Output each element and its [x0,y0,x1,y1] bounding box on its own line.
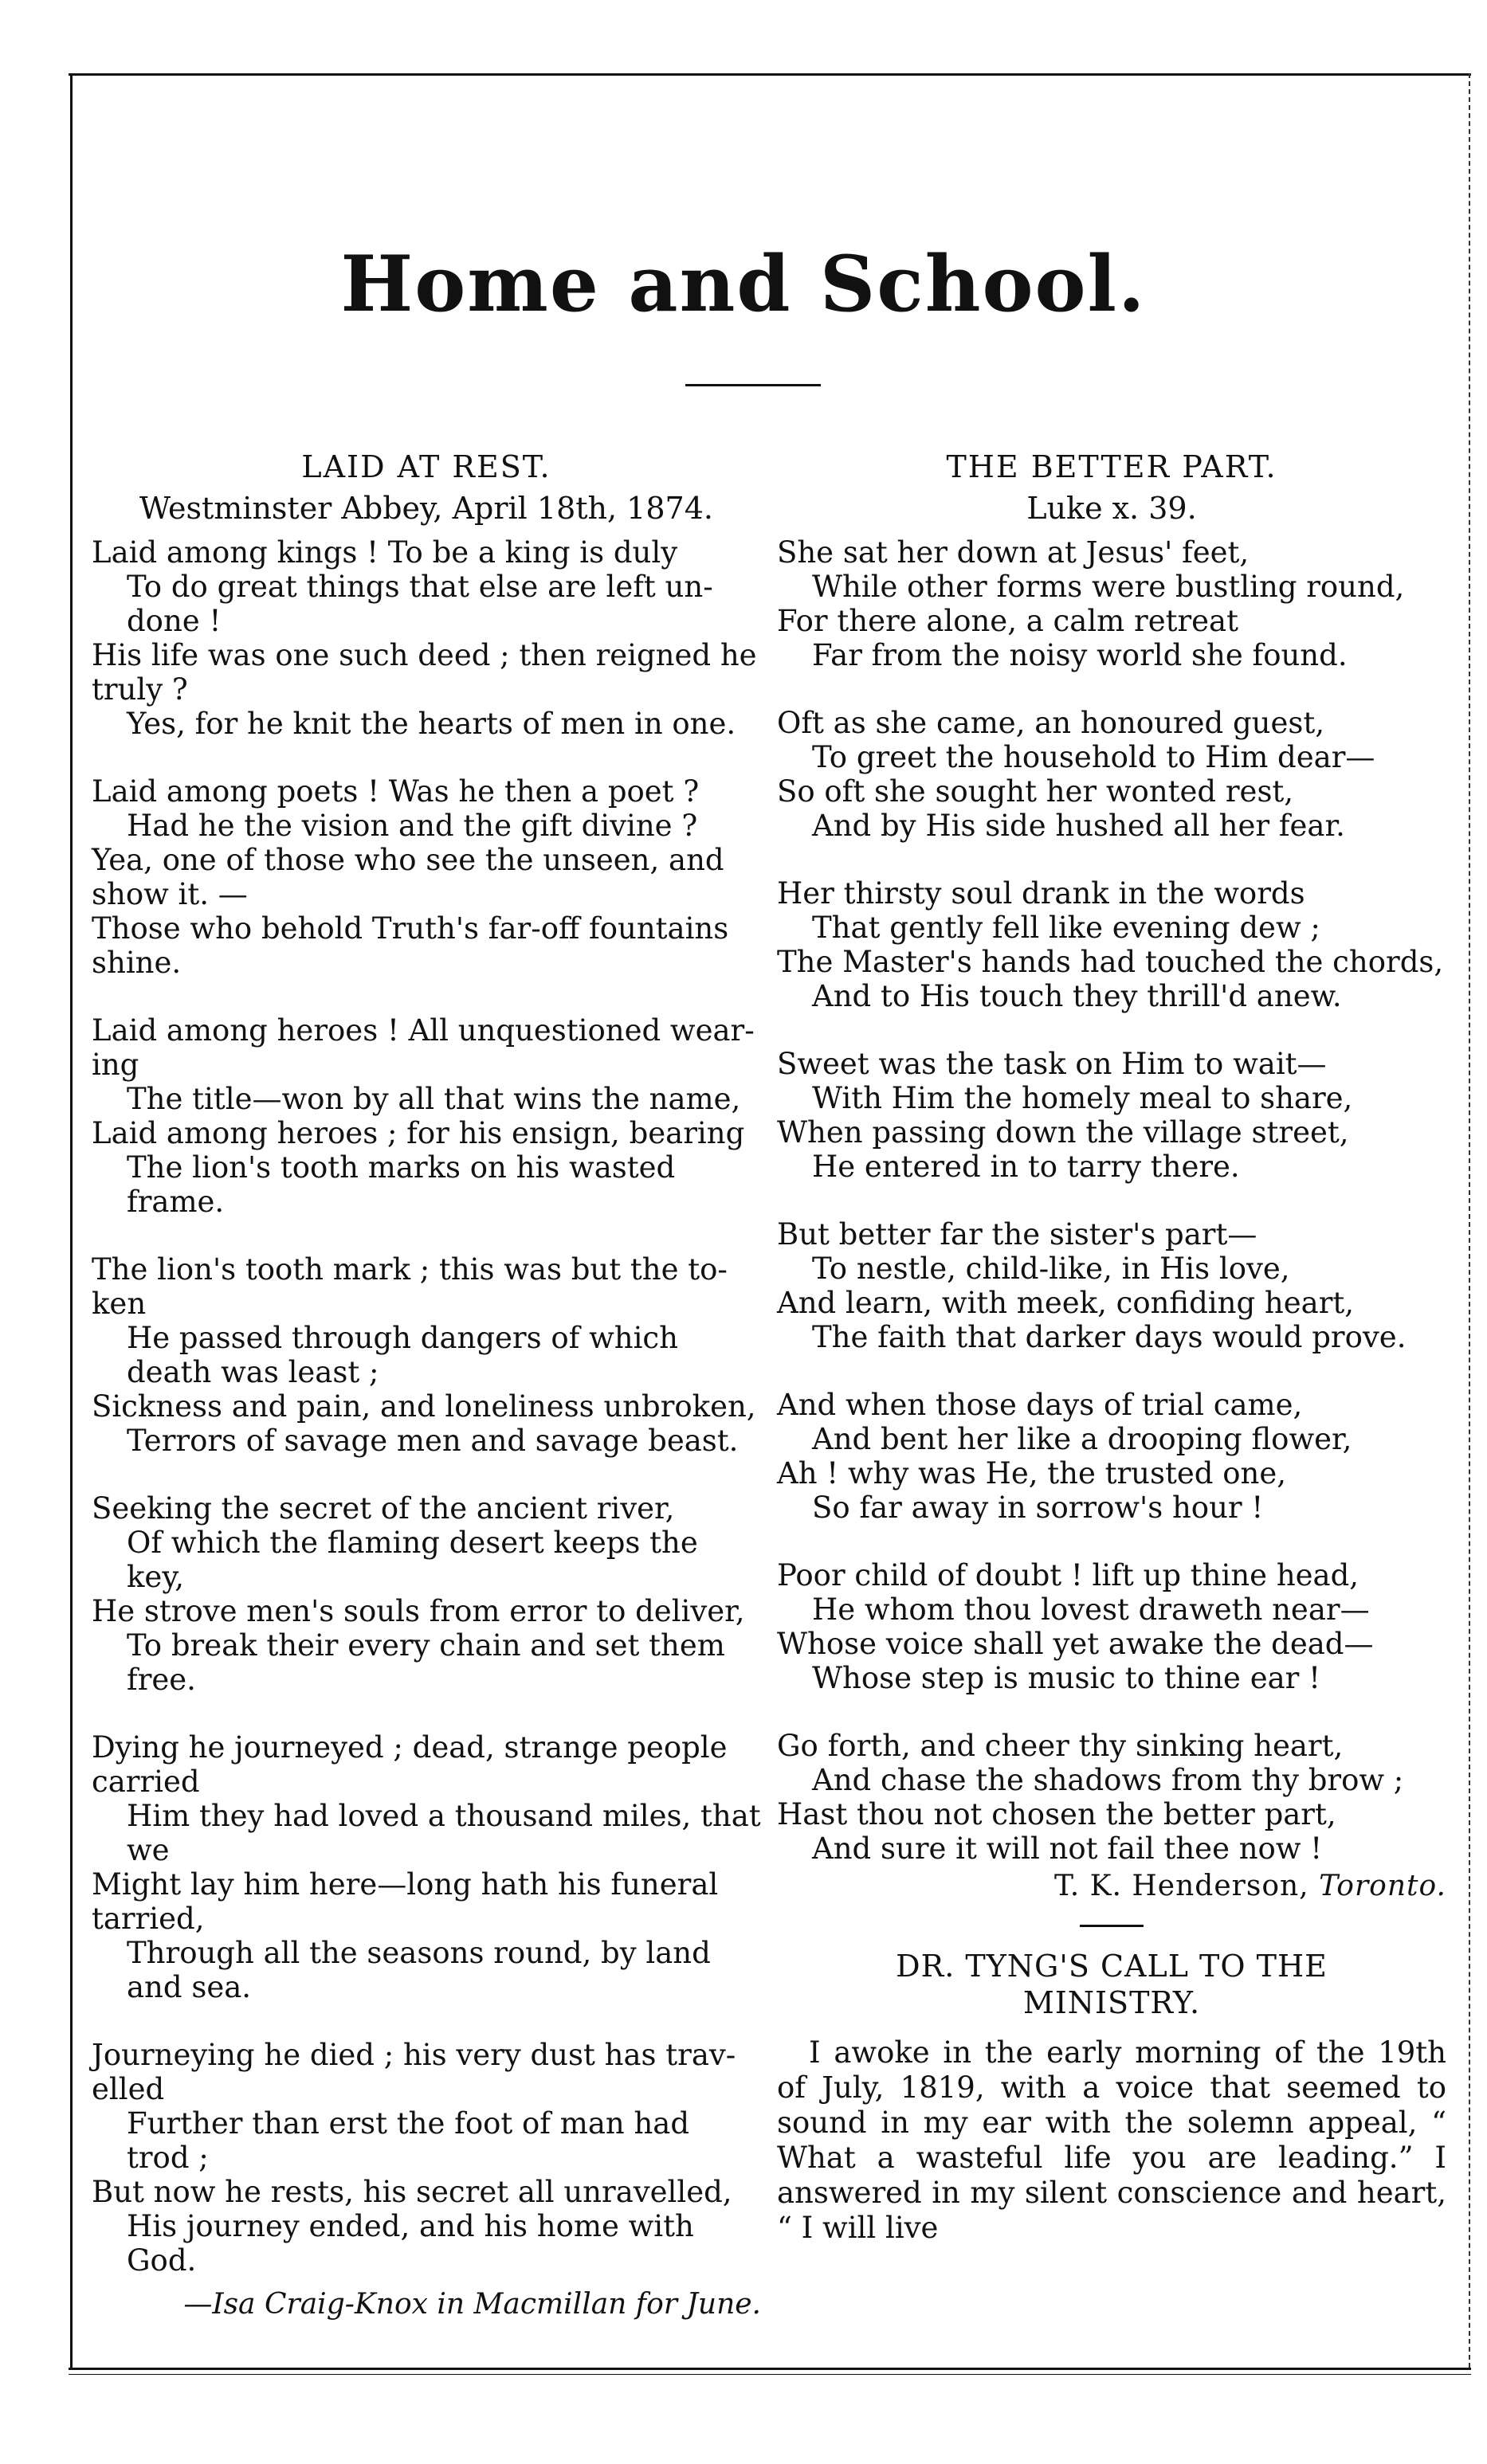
poem-line: To break their every chain and set them free. [127,1628,725,1697]
poem-line: Those who behold Truth's far-off fountains shine. [92,911,729,980]
right-border-rule [1469,73,1470,2368]
poem-line: While other forms were bustling round, [812,570,1405,604]
poem-line: Laid among heroes ; for his ensign, bearing [92,1116,745,1150]
poem-line: That gently fell like evening dew ; [812,911,1320,945]
left-poem-subtitle: Westminster Abbey, April 18th, 1874. [139,491,713,526]
poem-line: The lion's tooth marks on his wasted frame. [127,1150,676,1219]
stanza [92,1491,761,1697]
poem-line: Sickness and pain, and loneliness unbroken, [92,1389,756,1424]
stanza [92,1252,761,1458]
poem-line: Further than erst the foot of man had trod ; [127,2106,690,2175]
poem-line: Yea, one of those who see the unseen, and show it. — [92,843,724,911]
poem-line: The faith that darker days would prove. [812,1320,1407,1354]
top-border-rule [69,73,1471,76]
poem-line: Laid among heroes ! All unquestioned wear-ing [92,1013,755,1082]
stanza [92,774,761,980]
right-column [777,446,1446,2246]
poem-line: Terrors of savage men and savage beast. [127,1424,739,1458]
right-poem-subtitle: Luke x. 39. [1026,491,1197,526]
poem-line: When passing down the village street, [777,1115,1349,1150]
poem-line: Of which the flaming desert keeps the key, [127,1526,698,1594]
right-poem-place: Toronto. [1319,1870,1446,1902]
poem-line: So far away in sorrow's hour ! [812,1491,1264,1525]
poem-line: The Master's hands had touched the chords, [777,945,1444,979]
poem-line: And when those days of trial came, [777,1388,1303,1422]
bottom-border-rule-thin [69,2374,1471,2375]
bottom-border-rule [69,2368,1471,2370]
poem-line: Poor child of doubt ! lift up thine head, [777,1558,1359,1592]
stanza [92,1013,761,1219]
poem-line: Journeying he died ; his very dust has trav-elled [92,2038,736,2106]
stanza [777,1388,1446,1525]
stanza [777,706,1446,843]
poem-line: Go forth, and cheer thy sinking heart, [777,1729,1344,1763]
poem-line: But better far the sister's part— [777,1217,1257,1252]
poem-line: His journey ended, and his home with God. [127,2209,694,2278]
left-poem-body [92,535,761,2278]
poem-line: He entered in to tarry there. [812,1150,1240,1184]
stanza [92,1730,761,2004]
poem-line: And learn, with meek, confiding heart, [777,1286,1355,1320]
article-title-line1: DR. TYNG'S CALL TO THE [896,1949,1328,1984]
poem-line: With Him the homely meal to share, [812,1081,1353,1115]
poem-line: Yes, for he knit the hearts of men in one. [127,707,736,741]
poem-line: So oft she sought her wonted rest, [777,774,1294,809]
poem-line: Through all the seasons round, by land and sea. [127,1936,711,2004]
poem-line: And to His touch they thrill'd anew. [812,979,1342,1013]
poem-line: To do great things that else are left un-done ! [127,570,713,638]
poem-line: Sweet was the task on Him to wait— [777,1047,1327,1081]
poem-line: And chase the shadows from thy brow ; [812,1763,1404,1797]
poem-line: He strove men's souls from error to deliver, [92,1594,745,1628]
poem-line: Seeking the secret of the ancient river, [92,1491,675,1526]
poem-line: Whose step is music to thine ear ! [812,1661,1320,1695]
poem-line: Far from the noisy world she found. [812,638,1348,672]
left-border-rule [70,73,73,2368]
masthead-divider [685,384,821,386]
poem-line: The title—won by all that wins the name, [127,1082,741,1116]
poem-line: Hast thou not chosen the better part, [777,1797,1336,1831]
left-poem-title: LAID AT REST. [301,449,551,484]
right-poem-body [777,535,1446,1866]
poem-line: For there alone, a calm retreat [777,604,1238,638]
left-column [92,446,761,2322]
poem-line: Laid among kings ! To be a king is duly [92,535,678,570]
poem-line: His life was one such deed ; then reigned he truly ? [92,638,757,707]
poem-line: She sat her down at Jesus' feet, [777,535,1250,570]
poem-line: Laid among poets ! Was he then a poet ? [92,774,700,809]
stanza [92,535,761,741]
poem-line: But now he rests, his secret all unravelled, [92,2175,732,2209]
poem-line: The lion's tooth mark ; this was but the to-ken [92,1252,728,1321]
stanza [777,1729,1446,1866]
section-divider [1080,1925,1144,1927]
poem-line: Her thirsty soul drank in the words [777,876,1305,911]
stanza [92,2038,761,2278]
article-body: I awoke in the early morning of the 19th of July, 1819, with a voice that seemed to sound in my ear with the solemn appeal, “ What a wasteful life you are leading.” I answered in my silent conscience and heart, “ I will live [777,2035,1446,2245]
stanza [777,876,1446,1013]
stanza [777,1047,1446,1184]
article-title-line2: MINISTRY. [1022,1985,1201,2020]
poem-line: Whose voice shall yet awake the dead— [777,1627,1374,1661]
poem-line: He whom thou lovest draweth near— [812,1592,1370,1627]
poem-line: To greet the household to Him dear— [812,740,1375,774]
poem-line: To nestle, child-like, in His love, [812,1252,1290,1286]
right-poem-author: T. K. Henderson, [1054,1870,1309,1902]
poem-line: And sure it will not fail thee now ! [812,1831,1323,1866]
poem-line: Him they had loved a thousand miles, that we [127,1799,761,1867]
poem-line: He passed through dangers of which death was least ; [127,1321,678,1389]
poem-line: And by His side hushed all her fear. [812,809,1345,843]
right-poem-attribution [777,1869,1446,1904]
poem-line: Might lay him here—long hath his funeral tarried, [92,1867,719,1936]
poem-line: Had he the vision and the gift divine ? [127,809,698,843]
poem-line: Oft as she came, an honoured guest, [777,706,1324,740]
masthead-title: Home and School. [340,239,1147,329]
right-poem-title: THE BETTER PART. [946,449,1277,484]
article-title [777,1948,1446,2021]
poem-line: Dying he journeyed ; dead, strange people carried [92,1730,728,1799]
poem-line: Ah ! why was He, the trusted one, [777,1456,1286,1491]
stanza [777,1558,1446,1695]
stanza [777,1217,1446,1354]
left-poem-attribution: —Isa Craig-Knox in Macmillan for June. [183,2288,761,2321]
poem-line: And bent her like a drooping flower, [812,1422,1352,1456]
stanza [777,535,1446,672]
